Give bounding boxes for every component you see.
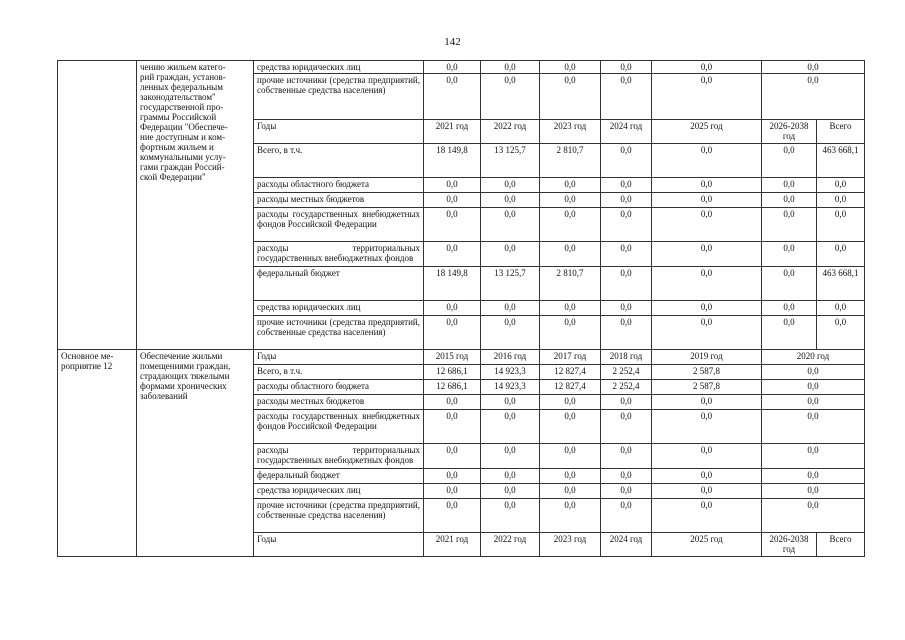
row-label: расходы территориальных государственных внебюджетных фондов	[254, 242, 424, 267]
year-header: 2021 год	[424, 533, 481, 557]
cell-value: 0,0	[481, 469, 540, 484]
cell-value: 0,0	[652, 484, 762, 499]
cell-value: 0,0	[762, 178, 817, 193]
text-line: Федерации "Обеспече-	[140, 122, 228, 132]
cell-value: 0,0	[817, 178, 865, 193]
cell-value: 0,0	[601, 144, 652, 178]
text-line: заболеваний	[140, 391, 188, 401]
cell-value: 0,0	[762, 316, 817, 350]
cell-value: 0,0	[601, 395, 652, 410]
event-name	[58, 350, 137, 557]
cell-value: 13 125,7	[481, 144, 540, 178]
row-label: прочие источники (средства предприятий, собственные средства населения)	[254, 499, 424, 533]
cell-value: 0,0	[481, 178, 540, 193]
cell-value: 0,0	[601, 484, 652, 499]
cell-value: 0,0	[762, 499, 865, 533]
cell-value: 0,0	[762, 301, 817, 316]
cell-value: 0,0	[762, 444, 865, 469]
year-header: Всего	[817, 533, 865, 557]
year-header: 2015 год	[424, 350, 481, 365]
table-row	[58, 350, 865, 365]
cell-value: 0,0	[424, 242, 481, 267]
cell-value: 0,0	[652, 301, 762, 316]
cell-value: 0,0	[481, 301, 540, 316]
cell-value: 0,0	[762, 380, 865, 395]
cell-value: 0,0	[481, 484, 540, 499]
years-label: Годы	[254, 350, 424, 365]
cell-value: 0,0	[817, 242, 865, 267]
year-header: Всего	[817, 120, 865, 144]
row-label: расходы местных бюджетов	[254, 193, 424, 208]
cell-value: 0,0	[762, 395, 865, 410]
year-header: 2020 год	[762, 350, 865, 365]
cell-value: 0,0	[540, 61, 601, 74]
cell-value: 0,0	[424, 444, 481, 469]
text-line: ленных федеральным	[140, 82, 223, 92]
cell-value: 0,0	[601, 178, 652, 193]
cell-value: 0,0	[601, 499, 652, 533]
cell-value: 0,0	[762, 144, 817, 178]
year-header: 2023 год	[540, 120, 601, 144]
row-label: Всего, в т.ч.	[254, 144, 424, 178]
cell-value: 0,0	[762, 74, 865, 120]
cell-value: 2 810,7	[540, 267, 601, 301]
cell-value: 0,0	[762, 484, 865, 499]
years-label: Годы	[254, 533, 424, 557]
cell-value: 0,0	[424, 193, 481, 208]
cell-value: 0,0	[652, 410, 762, 444]
cell-value: 13 125,7	[481, 267, 540, 301]
cell-value: 0,0	[424, 395, 481, 410]
cell-value: 0,0	[817, 301, 865, 316]
cell-value: 0,0	[817, 193, 865, 208]
cell-value: 0,0	[424, 208, 481, 242]
cell-value: 0,0	[481, 316, 540, 350]
text-line: рий граждан, установ-	[140, 72, 226, 82]
funding-table	[57, 60, 865, 557]
cell-value: 0,0	[481, 193, 540, 208]
text-line: Обеспечение жильми	[140, 351, 223, 361]
text-line: чению жильем катего-	[140, 62, 226, 72]
text-line: гами граждан Россий-	[140, 162, 225, 172]
cell-value: 0,0	[601, 301, 652, 316]
text-line: ской Федерации"	[140, 172, 206, 182]
cell-value: 14 923,3	[481, 365, 540, 380]
year-header: 2023 год	[540, 533, 601, 557]
cell-value: 0,0	[817, 208, 865, 242]
cell-value: 12 686,1	[424, 365, 481, 380]
cell-value: 2 252,4	[601, 380, 652, 395]
cell-value: 0,0	[601, 444, 652, 469]
cell-value: 0,0	[481, 410, 540, 444]
cell-value: 2 587,8	[652, 365, 762, 380]
cell-value: 0,0	[762, 242, 817, 267]
cell-value: 0,0	[762, 410, 865, 444]
cell-value: 0,0	[762, 193, 817, 208]
cell-value: 0,0	[481, 61, 540, 74]
cell-value: 0,0	[601, 208, 652, 242]
cell-value: 463 668,1	[817, 267, 865, 301]
text-line: Основное ме-	[61, 351, 114, 361]
cell-value: 0,0	[424, 499, 481, 533]
cell-value: 0,0	[652, 444, 762, 469]
year-header: 2025 год	[652, 120, 762, 144]
cell-value: 0,0	[540, 208, 601, 242]
row-label: средства юридических лиц	[254, 484, 424, 499]
text-line: фортным жильем и	[140, 142, 214, 152]
cell-value: 0,0	[601, 267, 652, 301]
event-description	[137, 61, 254, 350]
cell-value: 0,0	[762, 61, 865, 74]
cell-value: 0,0	[540, 301, 601, 316]
cell-value: 0,0	[424, 74, 481, 120]
row-label: средства юридических лиц	[254, 301, 424, 316]
cell-value: 0,0	[601, 410, 652, 444]
cell-value: 0,0	[481, 395, 540, 410]
cell-value: 0,0	[652, 61, 762, 74]
event-cell-empty	[58, 61, 137, 350]
cell-value: 0,0	[601, 61, 652, 74]
cell-value: 0,0	[601, 242, 652, 267]
table-row	[58, 61, 865, 74]
cell-value: 18 149,8	[424, 267, 481, 301]
text-line: законодательством"	[140, 92, 216, 102]
text-line: помещениями граждан,	[140, 361, 231, 371]
cell-value: 0,0	[652, 208, 762, 242]
year-header: 2026-2038 год	[762, 533, 817, 557]
text-line: роприятие 12	[61, 361, 113, 371]
cell-value: 0,0	[481, 74, 540, 120]
cell-value: 0,0	[540, 484, 601, 499]
page-number: 142	[444, 36, 461, 48]
row-label: расходы государственных внебюджетных фондов Российской Федерации	[254, 208, 424, 242]
row-label: расходы областного бюджета	[254, 178, 424, 193]
cell-value: 0,0	[762, 469, 865, 484]
row-label: федеральный бюджет	[254, 469, 424, 484]
cell-value: 0,0	[540, 316, 601, 350]
cell-value: 0,0	[652, 242, 762, 267]
text-line: страдающих тяжелыми	[140, 371, 230, 381]
year-header: 2021 год	[424, 120, 481, 144]
cell-value: 0,0	[424, 469, 481, 484]
cell-value: 14 923,3	[481, 380, 540, 395]
cell-value: 463 668,1	[817, 144, 865, 178]
cell-value: 0,0	[424, 178, 481, 193]
cell-value: 0,0	[424, 61, 481, 74]
cell-value: 0,0	[540, 74, 601, 120]
cell-value: 0,0	[601, 193, 652, 208]
cell-value: 0,0	[424, 484, 481, 499]
cell-value: 0,0	[424, 301, 481, 316]
cell-value: 0,0	[540, 410, 601, 444]
cell-value: 0,0	[762, 208, 817, 242]
year-header: 2025 год	[652, 533, 762, 557]
cell-value: 0,0	[481, 242, 540, 267]
year-header: 2019 год	[652, 350, 762, 365]
years-label: Годы	[254, 120, 424, 144]
year-header: 2026-2038 год	[762, 120, 817, 144]
cell-value: 0,0	[652, 267, 762, 301]
cell-value: 0,0	[424, 410, 481, 444]
row-label: расходы областного бюджета	[254, 380, 424, 395]
cell-value: 0,0	[652, 74, 762, 120]
cell-value: 0,0	[601, 469, 652, 484]
cell-value: 0,0	[817, 316, 865, 350]
row-label: расходы местных бюджетов	[254, 395, 424, 410]
cell-value: 0,0	[540, 469, 601, 484]
cell-value: 0,0	[540, 193, 601, 208]
row-label: расходы государственных внебюджетных фондов Российской Федерации	[254, 410, 424, 444]
row-label: расходы территориальных государственных внебюджетных фондов	[254, 444, 424, 469]
cell-value: 0,0	[652, 469, 762, 484]
cell-value: 0,0	[652, 316, 762, 350]
year-header: 2022 год	[481, 533, 540, 557]
year-header: 2017 год	[540, 350, 601, 365]
year-header: 2024 год	[601, 533, 652, 557]
cell-value: 0,0	[481, 208, 540, 242]
year-header: 2016 год	[481, 350, 540, 365]
cell-value: 0,0	[762, 267, 817, 301]
row-label: прочие источники (средства предприятий, собственные средства населения)	[254, 316, 424, 350]
text-line: государственной про-	[140, 102, 224, 112]
cell-value: 0,0	[481, 444, 540, 469]
row-label: прочие источники (средства предприятий, собственные средства населения)	[254, 74, 424, 120]
cell-value: 12 827,4	[540, 380, 601, 395]
event-description	[137, 350, 254, 557]
cell-value: 0,0	[540, 178, 601, 193]
cell-value: 0,0	[481, 499, 540, 533]
cell-value: 0,0	[652, 395, 762, 410]
cell-value: 12 686,1	[424, 380, 481, 395]
cell-value: 0,0	[540, 395, 601, 410]
cell-value: 18 149,8	[424, 144, 481, 178]
cell-value: 0,0	[540, 499, 601, 533]
text-line: формами хронических	[140, 381, 227, 391]
row-label: федеральный бюджет	[254, 267, 424, 301]
cell-value: 0,0	[762, 365, 865, 380]
year-header: 2022 год	[481, 120, 540, 144]
cell-value: 0,0	[652, 193, 762, 208]
cell-value: 2 587,8	[652, 380, 762, 395]
cell-value: 0,0	[652, 144, 762, 178]
cell-value: 2 810,7	[540, 144, 601, 178]
cell-value: 2 252,4	[601, 365, 652, 380]
cell-value: 0,0	[601, 74, 652, 120]
row-label: Всего, в т.ч.	[254, 365, 424, 380]
text-line: граммы Российской	[140, 112, 217, 122]
year-header: 2024 год	[601, 120, 652, 144]
cell-value: 0,0	[601, 316, 652, 350]
cell-value: 12 827,4	[540, 365, 601, 380]
year-header: 2018 год	[601, 350, 652, 365]
text-line: ние доступным и ком-	[140, 132, 226, 142]
cell-value: 0,0	[652, 178, 762, 193]
cell-value: 0,0	[652, 499, 762, 533]
cell-value: 0,0	[540, 444, 601, 469]
cell-value: 0,0	[424, 316, 481, 350]
cell-value: 0,0	[540, 242, 601, 267]
text-line: коммунальными услу-	[140, 152, 226, 162]
row-label: средства юридических лиц	[254, 61, 424, 74]
